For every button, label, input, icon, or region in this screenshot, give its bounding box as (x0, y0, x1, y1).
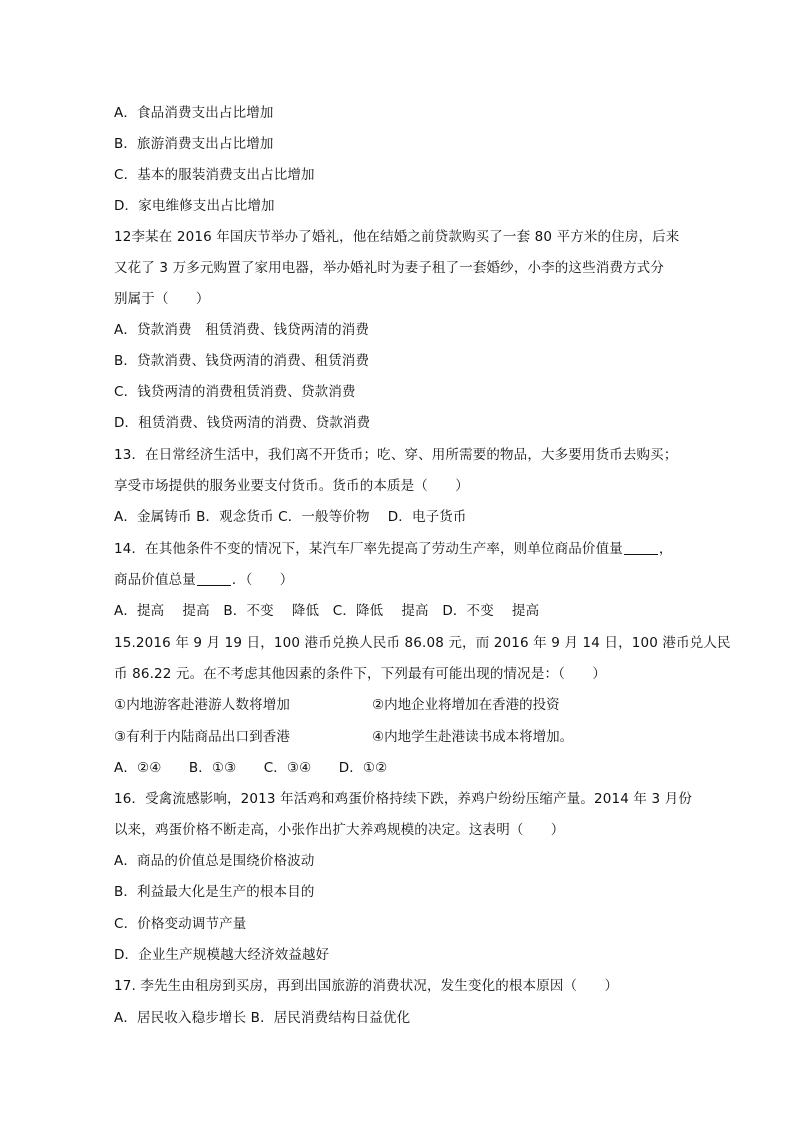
q12-stem-line-1: 12李某在 2016 年国庆节举办了婚礼，他在结婚之前贷款购买了一套 80 平方米的住房，后来 (114, 229, 680, 245)
q12-option-a: A．贷款消费 租赁消费、钱贷两清的消费 (114, 322, 370, 338)
q17-options: A．居民收入稳步增长 B．居民消费结构日益优化 (114, 1010, 411, 1026)
q14-stem-part-2: 商品价值总量 (114, 572, 196, 588)
q15-stem-line-1: 15.2016 年 9 月 19 日，100 港币兑换人民币 86.08 元，而 2016 年 9 月 14 日，100 港币兑人民 (114, 635, 731, 651)
q15-options: A．②④ B．①③ C．③④ D．①② (114, 760, 388, 776)
q15-item-1: ①内地游客赴港游人数将增加 (114, 697, 291, 713)
q12-option-b: B．贷款消费、钱贷两清的消费、租赁消费 (114, 353, 370, 369)
q14-blank-1 (624, 540, 658, 555)
q16-option-a: A．商品的价值总是围绕价格波动 (114, 853, 315, 869)
q15-stem-line-2: 币 86.22 元。在不考虑其他因素的条件下，下列最有可能出现的情况是：（ ） (114, 666, 606, 682)
q15-item-4: ④内地学生赴港读书成本将增加。 (372, 729, 574, 745)
q11-option-a: A．食品消费支出占比增加 (114, 105, 274, 121)
q15-item-3: ③有利于内陆商品出口到香港 (114, 729, 291, 745)
q13-stem-line-1: 13．在日常经济生活中，我们离不开货币；吃、穿、用所需要的物品，大多要用货币去购买； (114, 447, 678, 463)
q12-option-d: D．租赁消费、钱贷两清的消费、贷款消费 (114, 415, 371, 431)
q11-option-c: C．基本的服装消费支出占比增加 (114, 167, 315, 183)
q16-option-d: D．企业生产规模越大经济效益越好 (114, 947, 330, 963)
q13-stem-line-2: 享受市场提供的服务业要支付货币。货币的本质是（ ） (114, 478, 469, 494)
q14-stem-line-2 (114, 570, 293, 590)
q14-stem-part-1: 14．在其他条件不变的情况下，某汽车厂率先提高了劳动生产率，则单位商品价值量 (114, 541, 623, 557)
q14-stem-part-2-end: ．（ ） (231, 572, 294, 588)
q12-option-c: C．钱贷两清的消费租赁消费、贷款消费 (114, 384, 356, 400)
q16-option-b: B．利益最大化是生产的根本目的 (114, 884, 315, 900)
q14-blank-2 (197, 571, 231, 586)
q15-item-2: ②内地企业将增加在香港的投资 (372, 697, 560, 713)
q12-stem-line-3: 别属于（ ） (114, 291, 210, 307)
q11-option-b: B．旅游消费支出占比增加 (114, 136, 274, 152)
q16-option-c: C．价格变动调节产量 (114, 916, 247, 932)
q14-options: A．提高 提高 B．不变 降低 C．降低 提高 D．不变 提高 (114, 603, 540, 619)
q14-stem-part-1-end: ， (658, 541, 673, 557)
q11-option-d: D．家电维修支出占比增加 (114, 198, 275, 214)
q17-stem: 17. 李先生由租房到买房，再到出国旅游的消费状况，发生变化的根本原因（ ） (114, 978, 619, 994)
q16-stem-line-2: 以来，鸡蛋价格不断走高，小张作出扩大养鸡规模的决定。这表明（ ） (114, 822, 565, 838)
q12-stem-line-2: 又花了 3 万多元购置了家用电器，举办婚礼时为妻子租了一套婚纱，小李的这些消费方式分 (114, 260, 664, 276)
q14-stem-line-1 (114, 539, 673, 559)
q16-stem-line-1: 16．受禽流感影响，2013 年活鸡和鸡蛋价格持续下跌，养鸡户纷纷压缩产量。2014 年 3 月份 (114, 791, 692, 807)
q13-options: A．金属铸币 B．观念货币 C．一般等价物 D．电子货币 (114, 509, 467, 525)
